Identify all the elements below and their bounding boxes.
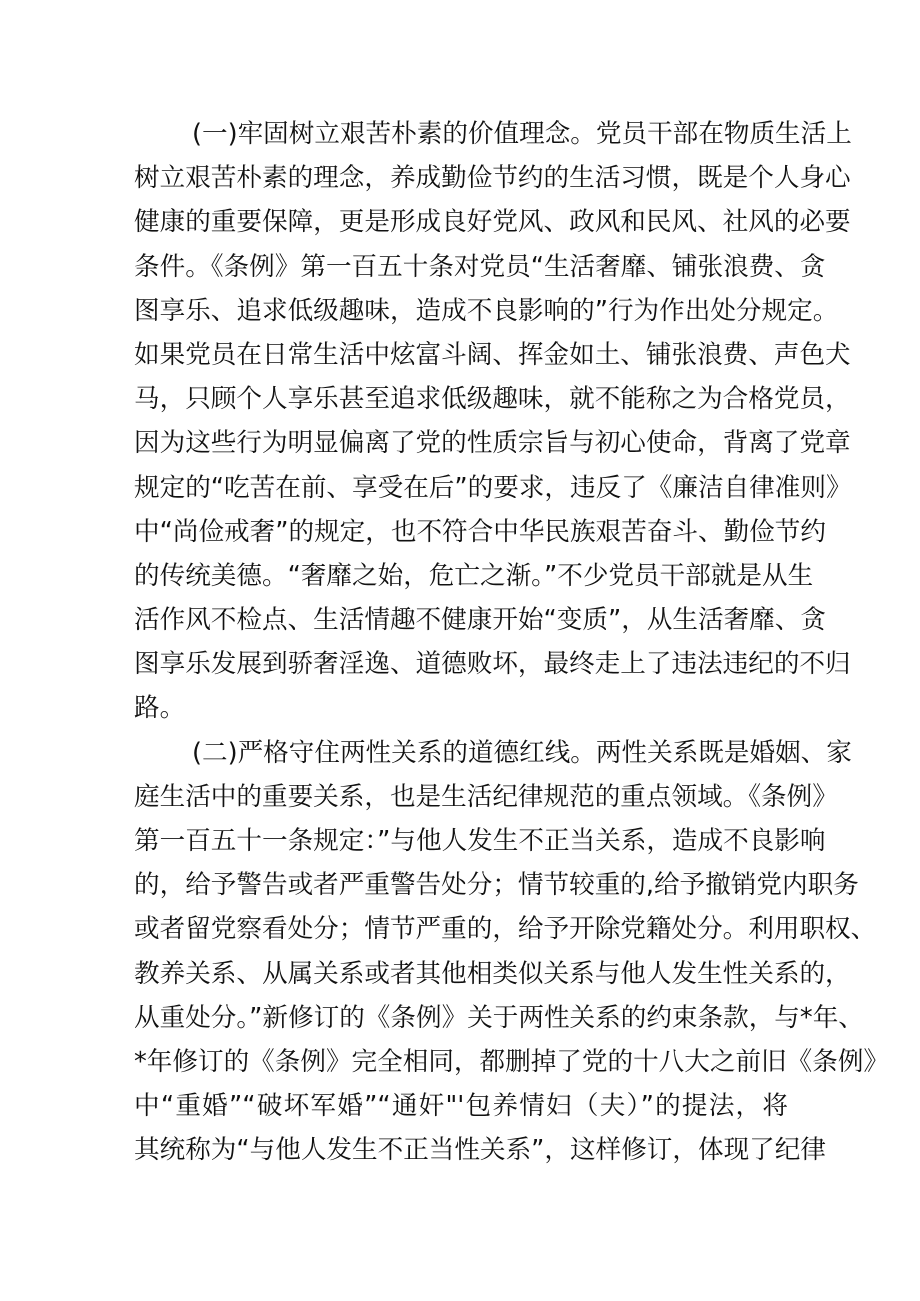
- document-body: [134, 112, 890, 1173]
- paragraph-line: 第一百五十一条规定：”与他人发生不正当关系，造成不良影响: [134, 826, 826, 856]
- paragraph-line: 条件。《条例》第一百五十条对党员“生活奢靡、铺张浪费、贪: [134, 251, 826, 282]
- paragraph-line: 教养关系、从属关系或者其他相类似关系与他人发生性关系的，: [134, 958, 851, 989]
- paragraph-line: 从重处分。”新修订的《条例》关于两性关系的约束条款，与*年、: [134, 1002, 864, 1033]
- paragraph-line: 如果党员在日常生活中炫富斗阔、挥金如土、铺张浪费、声色犬: [134, 339, 851, 370]
- paragraph-line: 健康的重要保障，更是形成良好党风、政风和民风、社风的必要: [134, 207, 851, 238]
- paragraph-line: 树立艰苦朴素的理念，养成勤俭节约的生活习惯，既是个人身心: [134, 163, 851, 194]
- paragraph-line: 规定的“吃苦在前、享受在后”的要求，违反了《廉洁自律准则》: [134, 472, 852, 503]
- paragraph-line: 其统称为“与他人发生不正当性关系”，这样修订，体现了纪律: [134, 1135, 826, 1166]
- paragraph-line: 的传统美德。“奢靡之始，危亡之渐。”不少党员干部就是从生: [134, 560, 814, 591]
- paragraph-line: (二)严格守住两性关系的道德红线。两性关系既是婚姻、家: [192, 737, 852, 768]
- paragraph-line: (一)牢固树立艰苦朴素的价值理念。党员干部在物质生活上: [192, 119, 852, 149]
- paragraph-line: 路。: [134, 693, 186, 724]
- paragraph-line: 图享乐发展到骄奢淫逸、道德败坏，最终走上了违法违纪的不归: [134, 649, 851, 680]
- paragraph-line: 中“重婚”“破坏军婚”“通奸"'包养情妇（夫）”的提法，将: [134, 1091, 788, 1122]
- paragraph-line: 或者留党察看处分；情节严重的，给予开除党籍处分。利用职权、: [134, 914, 877, 945]
- paragraph-line: 因为这些行为明显偏离了党的性质宗旨与初心使命，背离了党章: [134, 428, 851, 459]
- paragraph-line: 庭生活中的重要关系，也是生活纪律规范的重点领域。《条例》: [134, 781, 838, 812]
- paragraph-line: 马，只顾个人享乐甚至追求低级趣味，就不能称之为合格党员，: [134, 384, 851, 415]
- paragraph-2: [134, 731, 890, 1173]
- paragraph-line: 图享乐、追求低级趣味，造成不良影响的”行为作出处分规定。: [134, 295, 839, 326]
- paragraph-line: 中“尚俭戒奢”的规定，也不符合中华民族艰苦奋斗、勤俭节约: [134, 516, 826, 547]
- paragraph-line: 的，给予警告或者严重警告处分；情节较重的,给予撤销党内职务: [134, 870, 859, 901]
- paragraph-1: [134, 112, 852, 731]
- paragraph-line: 活作风不检点、生活情趣不健康开始“变质”，从生活奢靡、贪: [134, 605, 826, 636]
- paragraph-line: *年修订的《条例》完全相同，都删掉了党的十八大之前旧《条例》: [134, 1046, 890, 1077]
